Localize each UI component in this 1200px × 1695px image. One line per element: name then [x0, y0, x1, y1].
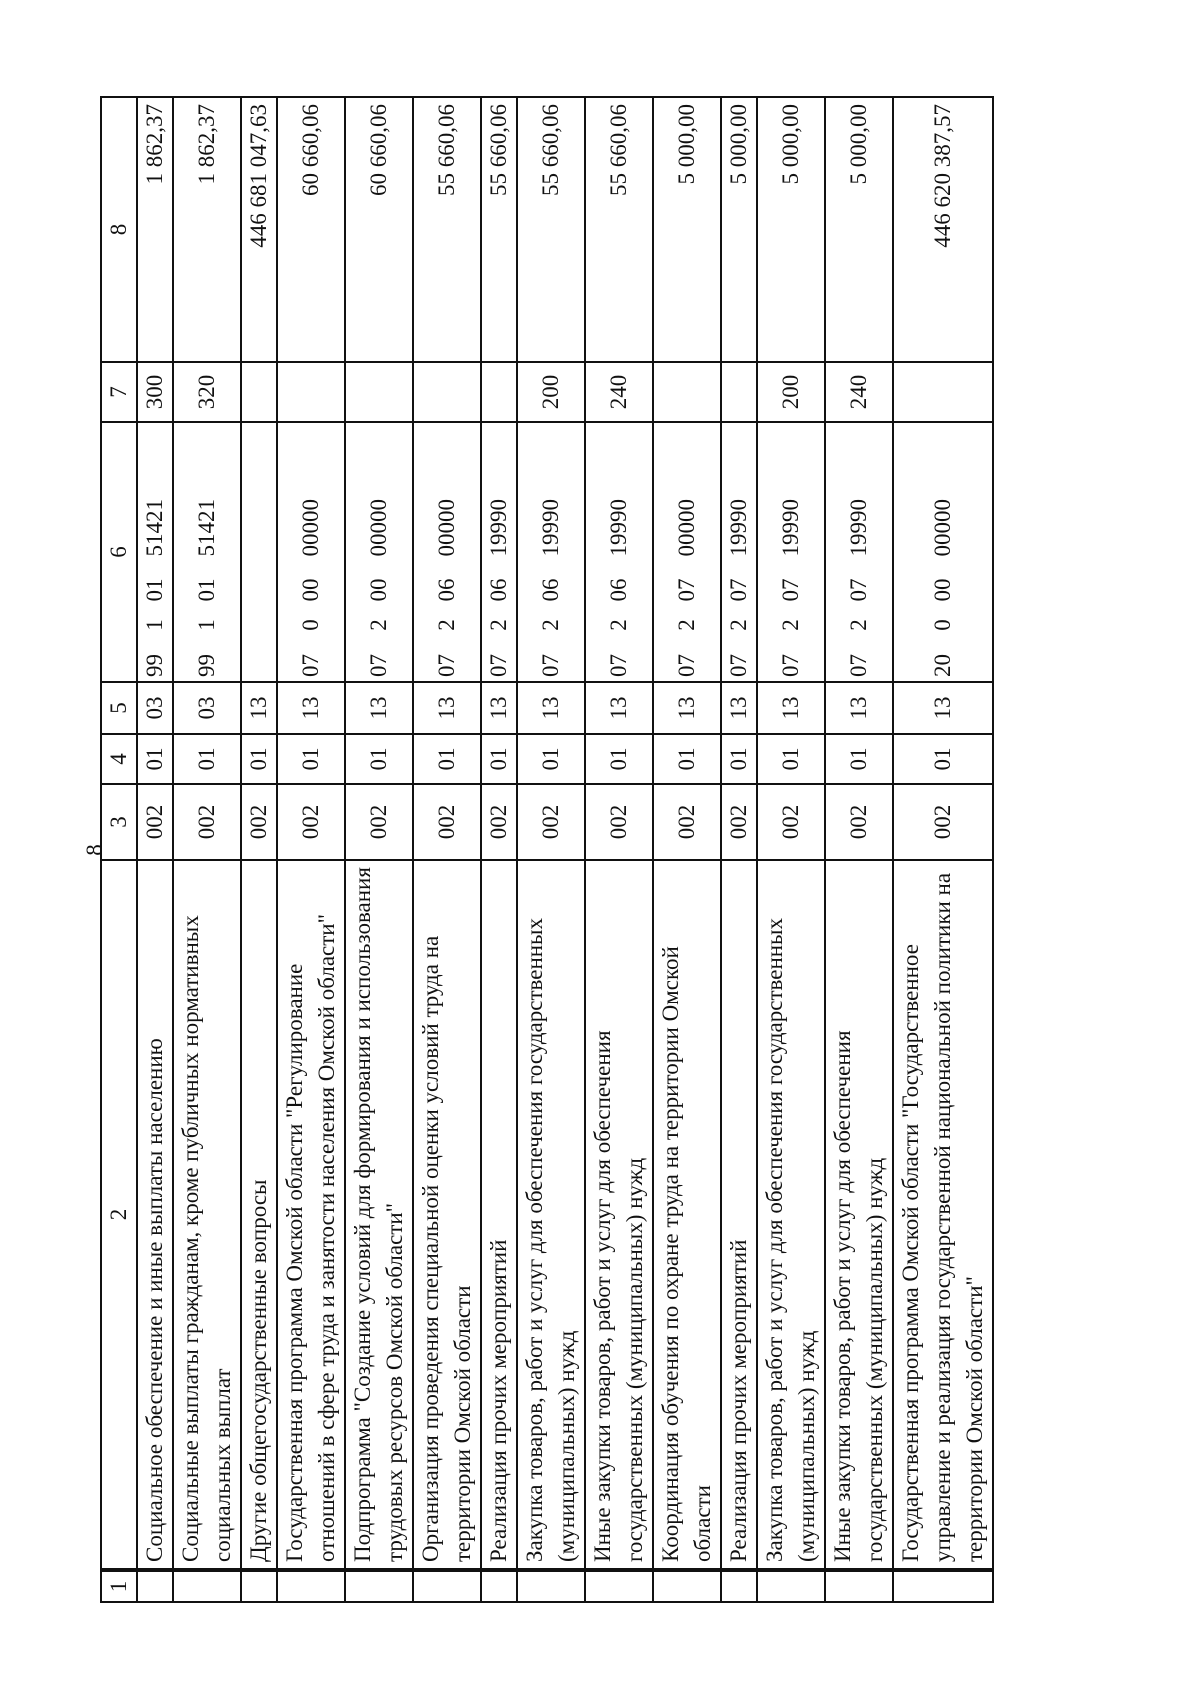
row-section-code: 01 — [653, 734, 721, 784]
row-expense-type — [241, 362, 277, 422]
row-section-code: 01 — [893, 734, 993, 784]
csr-program: 07 — [366, 654, 391, 677]
row-subsection-code: 13 — [517, 682, 585, 734]
row-section-code: 01 — [585, 734, 653, 784]
csr-direction: 00000 — [930, 499, 955, 557]
row-target-article — [137, 422, 173, 682]
row-expense-type: 240 — [585, 362, 653, 422]
table-row — [241, 97, 277, 1602]
row-name: Социальное обеспечение и иные выплаты населению — [137, 860, 173, 1570]
row-subsection-code: 03 — [173, 682, 241, 734]
csr-direction: 51421 — [194, 499, 219, 557]
row-name: Другие общегосударственные вопросы — [241, 860, 277, 1570]
row-subsection-code: 13 — [893, 682, 993, 734]
row-amount: 1 862,37 — [137, 97, 173, 362]
table-row — [277, 97, 345, 1602]
csr-program: 07 — [538, 654, 563, 677]
csr-activity: 00 — [930, 578, 955, 602]
row-number-cell — [653, 1570, 721, 1602]
row-section-code: 01 — [481, 734, 517, 784]
row-name: Иные закупки товаров, работ и услуг для обеспечения государственных (муниципальных) нужд — [585, 860, 653, 1570]
row-number-cell — [413, 1570, 481, 1602]
row-amount: 55 660,06 — [585, 97, 653, 362]
row-grbs-code: 002 — [517, 784, 585, 860]
csr-subprogram: 2 — [366, 619, 391, 631]
row-section-code: 01 — [241, 734, 277, 784]
row-amount: 5 000,00 — [825, 97, 893, 362]
row-grbs-code: 002 — [277, 784, 345, 860]
row-grbs-code: 002 — [413, 784, 481, 860]
table-row — [481, 97, 517, 1602]
csr-subprogram: 2 — [726, 619, 751, 631]
header-col-3: 3 — [101, 784, 137, 860]
row-number-cell — [241, 1570, 277, 1602]
row-target-article — [757, 422, 825, 682]
row-name: Подпрограмма "Создание условий для формирования и использования трудовых ресурсов Омской области" — [345, 860, 413, 1570]
row-name: Закупка товаров, работ и услуг для обеспечения государственных (муниципальных) нужд — [757, 860, 825, 1570]
table-row — [721, 97, 757, 1602]
row-subsection-code: 13 — [481, 682, 517, 734]
csr-subprogram: 2 — [434, 619, 459, 631]
row-amount: 5 000,00 — [757, 97, 825, 362]
csr-activity: 06 — [538, 578, 563, 602]
row-subsection-code: 13 — [345, 682, 413, 734]
row-number-cell — [173, 1570, 241, 1602]
row-number-cell — [277, 1570, 345, 1602]
row-expense-type — [481, 362, 517, 422]
header-col-5: 5 — [101, 682, 137, 734]
row-grbs-code: 002 — [137, 784, 173, 860]
csr-subprogram: 0 — [298, 619, 323, 631]
row-grbs-code: 002 — [721, 784, 757, 860]
csr-program: 07 — [298, 654, 323, 677]
table-row — [517, 97, 585, 1602]
row-expense-type — [413, 362, 481, 422]
csr-subprogram: 2 — [538, 619, 563, 631]
row-number-cell — [585, 1570, 653, 1602]
row-number-cell — [825, 1570, 893, 1602]
csr-program: 07 — [674, 654, 699, 677]
row-section-code: 01 — [721, 734, 757, 784]
row-expense-type — [653, 362, 721, 422]
csr-direction: 00000 — [674, 499, 699, 557]
row-expense-type — [893, 362, 993, 422]
row-number-cell — [481, 1570, 517, 1602]
row-grbs-code: 002 — [893, 784, 993, 860]
row-name: Координация обучения по охране труда на территории Омской области — [653, 860, 721, 1570]
table-header-row — [101, 97, 137, 1602]
csr-program: 07 — [846, 654, 871, 677]
page-number: 8 — [82, 844, 107, 856]
row-name: Государственная программа Омской области "Регулирование отношений в сфере труда и занятости населения Омской области" — [277, 860, 345, 1570]
row-grbs-code: 002 — [825, 784, 893, 860]
csr-direction: 19990 — [778, 499, 803, 557]
row-subsection-code: 13 — [241, 682, 277, 734]
row-name: Иные закупки товаров, работ и услуг для обеспечения государственных (муниципальных) нужд — [825, 860, 893, 1570]
row-amount: 55 660,06 — [413, 97, 481, 362]
row-target-article — [277, 422, 345, 682]
table-row — [137, 97, 173, 1602]
row-name: Государственная программа Омской области "Государственное управление и реализация государственной национальной политики на территории Омской области" — [893, 860, 993, 1570]
row-section-code: 01 — [173, 734, 241, 784]
row-expense-type — [345, 362, 413, 422]
row-name: Организация проведения специальной оценки условий труда на территории Омской области — [413, 860, 481, 1570]
row-subsection-code: 13 — [825, 682, 893, 734]
row-amount: 55 660,06 — [517, 97, 585, 362]
csr-program: 07 — [606, 654, 631, 677]
row-section-code: 01 — [345, 734, 413, 784]
csr-program: 07 — [726, 654, 751, 677]
csr-activity: 01 — [142, 578, 167, 602]
row-grbs-code: 002 — [241, 784, 277, 860]
row-number-cell — [517, 1570, 585, 1602]
row-grbs-code: 002 — [757, 784, 825, 860]
row-grbs-code: 002 — [173, 784, 241, 860]
csr-subprogram: 2 — [674, 619, 699, 631]
table-row — [893, 97, 993, 1602]
csr-program: 07 — [486, 654, 511, 677]
row-subsection-code: 13 — [653, 682, 721, 734]
row-target-article — [345, 422, 413, 682]
header-col-7: 7 — [101, 362, 137, 422]
header-col-8: 8 — [101, 97, 137, 362]
csr-subprogram: 2 — [778, 619, 803, 631]
row-target-article — [481, 422, 517, 682]
row-number-cell — [893, 1570, 993, 1602]
row-amount: 60 660,06 — [345, 97, 413, 362]
csr-direction: 19990 — [538, 499, 563, 557]
row-section-code: 01 — [825, 734, 893, 784]
row-number-cell — [721, 1570, 757, 1602]
csr-activity: 01 — [194, 578, 219, 602]
row-amount: 60 660,06 — [277, 97, 345, 362]
row-amount: 1 862,37 — [173, 97, 241, 362]
row-section-code: 01 — [413, 734, 481, 784]
csr-activity: 00 — [298, 578, 323, 602]
csr-direction: 19990 — [486, 499, 511, 557]
row-subsection-code: 13 — [757, 682, 825, 734]
table-row — [345, 97, 413, 1602]
row-expense-type: 200 — [757, 362, 825, 422]
row-target-article — [173, 422, 241, 682]
row-grbs-code: 002 — [653, 784, 721, 860]
csr-subprogram: 1 — [142, 619, 167, 631]
row-name: Реализация прочих мероприятий — [481, 860, 517, 1570]
csr-direction: 19990 — [726, 499, 751, 557]
table-row — [757, 97, 825, 1602]
csr-subprogram: 2 — [606, 619, 631, 631]
row-name: Реализация прочих мероприятий — [721, 860, 757, 1570]
row-section-code: 01 — [137, 734, 173, 784]
table-row — [173, 97, 241, 1602]
row-subsection-code: 13 — [721, 682, 757, 734]
row-target-article — [241, 422, 277, 682]
row-name: Социальные выплаты гражданам, кроме публичных нормативных социальных выплат — [173, 860, 241, 1570]
row-target-article — [893, 422, 993, 682]
csr-program: 99 — [194, 654, 219, 677]
csr-direction: 00000 — [298, 499, 323, 557]
budget-table — [100, 96, 994, 1603]
csr-activity: 07 — [778, 578, 803, 602]
row-amount: 446 681 047,63 — [241, 97, 277, 362]
table-row — [653, 97, 721, 1602]
csr-direction: 00000 — [434, 499, 459, 557]
row-section-code: 01 — [757, 734, 825, 784]
csr-subprogram: 1 — [194, 619, 219, 631]
csr-activity: 06 — [606, 578, 631, 602]
row-grbs-code: 002 — [585, 784, 653, 860]
row-number-cell — [757, 1570, 825, 1602]
csr-direction: 19990 — [606, 499, 631, 557]
row-section-code: 01 — [517, 734, 585, 784]
csr-subprogram: 2 — [846, 619, 871, 631]
row-target-article — [653, 422, 721, 682]
table-row — [585, 97, 653, 1602]
row-amount: 5 000,00 — [653, 97, 721, 362]
header-col-6: 6 — [101, 422, 137, 682]
row-target-article — [413, 422, 481, 682]
csr-activity: 00 — [366, 578, 391, 602]
csr-subprogram: 0 — [930, 619, 955, 631]
csr-activity: 06 — [434, 578, 459, 602]
row-expense-type — [721, 362, 757, 422]
csr-activity: 06 — [486, 578, 511, 602]
row-subsection-code: 13 — [585, 682, 653, 734]
csr-program: 07 — [778, 654, 803, 677]
row-number-cell — [345, 1570, 413, 1602]
table-row — [825, 97, 893, 1602]
row-subsection-code: 13 — [277, 682, 345, 734]
row-target-article — [825, 422, 893, 682]
header-col-4: 4 — [101, 734, 137, 784]
row-expense-type: 320 — [173, 362, 241, 422]
row-amount: 55 660,06 — [481, 97, 517, 362]
row-section-code: 01 — [277, 734, 345, 784]
row-grbs-code: 002 — [481, 784, 517, 860]
row-expense-type: 200 — [517, 362, 585, 422]
row-target-article — [721, 422, 757, 682]
row-subsection-code: 13 — [413, 682, 481, 734]
csr-activity: 07 — [674, 578, 699, 602]
row-amount: 446 620 387,57 — [893, 97, 993, 362]
header-col-1: 1 — [101, 1570, 137, 1602]
row-amount: 5 000,00 — [721, 97, 757, 362]
csr-direction: 00000 — [366, 499, 391, 557]
row-target-article — [517, 422, 585, 682]
row-number-cell — [137, 1570, 173, 1602]
row-target-article — [585, 422, 653, 682]
csr-activity: 07 — [846, 578, 871, 602]
csr-program: 07 — [434, 654, 459, 677]
header-col-2: 2 — [101, 860, 137, 1570]
csr-program: 99 — [142, 654, 167, 677]
row-name: Закупка товаров, работ и услуг для обеспечения государственных (муниципальных) нужд — [517, 860, 585, 1570]
csr-subprogram: 2 — [486, 619, 511, 631]
csr-direction: 51421 — [142, 499, 167, 557]
csr-program: 20 — [930, 654, 955, 677]
row-expense-type: 240 — [825, 362, 893, 422]
table-row — [413, 97, 481, 1602]
row-grbs-code: 002 — [345, 784, 413, 860]
csr-direction: 19990 — [846, 499, 871, 557]
row-expense-type — [277, 362, 345, 422]
row-expense-type: 300 — [137, 362, 173, 422]
csr-activity: 07 — [726, 578, 751, 602]
row-subsection-code: 03 — [137, 682, 173, 734]
